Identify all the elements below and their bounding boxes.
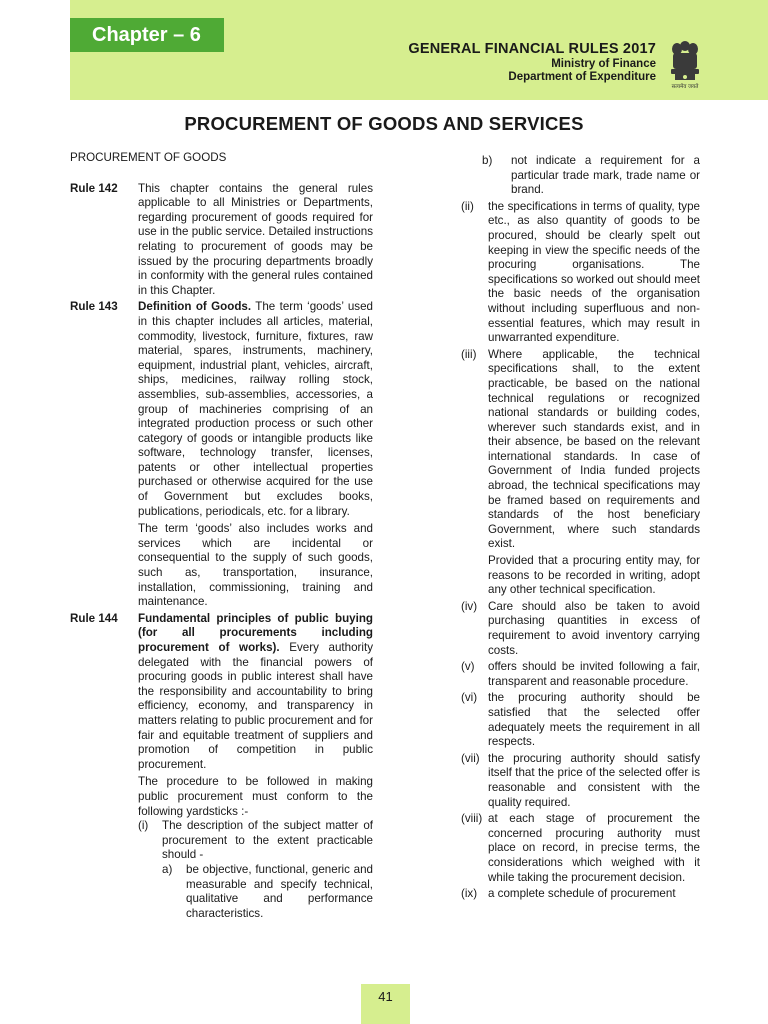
rule-body: This chapter contains the general rules applicable to all Ministries or Departments, regarding procurement of goods required for use in the public service. Detailed instructions relating to procurement of goods may be issued by the procuring departments broadly in conformity with the general rules contained in this Chapter.	[138, 181, 373, 297]
book-title: GENERAL FINANCIAL RULES 2017	[408, 41, 656, 57]
ministry-name: Ministry of Finance	[551, 58, 656, 70]
rule-paragraph: The term ‘goods’ also includes works and services which are incidental or consequential to the supply of such goods, such as, transportation, insurance, installation, commissioning, training and maintenance.	[138, 522, 373, 609]
list-item: (iii) Where applicable, the technical specifications shall, to the extent practicable, be based on the national technical regulations or recognized national standards or building codes, wherever such standards exist, and in their absence, be based on the relevant international standards. In case of Government of India funded projects abroad, the technical specifications may be framed based on requirements and standards of the host beneficiary Government, where such standards exist.	[461, 347, 700, 551]
section-heading: PROCUREMENT OF GOODS	[70, 151, 227, 164]
rule-heading: Fundamental principles of public buying (for all procurements including procurement of works).	[138, 611, 373, 654]
rule-paragraph: The procedure to be followed in making public procurement must conform to the following yardsticks :-	[138, 775, 373, 818]
rule-body: Definition of Goods. The term ‘goods’ used in this chapter includes all articles, material, commodity, livestock, furniture, fixtures, raw material, spares, instruments, machinery, equipment, industrial plant, vehicles, aircraft, ships, medicines, railway rolling stock, assemblies, sub-assemblies, accessories, a group of machineries comprising of an integrated production process or such other category of goods or intangible products like software, technology transfer, licenses, patents or other intellectual properties purchased or otherwise acquired for the use of Government but excludes books, publications, periodicals, etc. for a library. The term ‘goods’ also includes works and services which are incidental or consequential to the supply of such goods, such as, transportation, insurance, installation, commissioning, training and maintenance.	[138, 300, 373, 609]
list-item: (ix) a complete schedule of procurement	[461, 887, 676, 901]
rule-heading: Definition of Goods.	[138, 300, 252, 314]
rule-number: Rule 144	[70, 611, 118, 625]
list-item: (v) offers should be invited following a fair, transparent and reasonable procedure.	[461, 660, 700, 688]
right-column	[461, 154, 700, 904]
proviso-paragraph: Provided that a procuring entity may, for reasons to be recorded in writing, adopt any other technical specification.	[488, 554, 700, 597]
list-item: (i) The description of the subject matter of procurement to the extent practicable should -	[138, 819, 373, 862]
list-item: a) be objective, functional, generic and measurable and specify technical, qualitative and performance characteristics.	[162, 862, 373, 920]
left-column	[70, 151, 373, 923]
list-item: b) not indicate a requirement for a particular trade mark, trade name or brand.	[482, 154, 700, 197]
chapter-tab: Chapter – 6	[70, 18, 224, 52]
page-number: 41	[361, 984, 410, 1024]
list-item: (vi) the procuring authority should be satisfied that the selected offer adequately meets the requirement in all respects.	[461, 691, 700, 749]
rule-144	[70, 612, 373, 921]
rule-142	[70, 182, 373, 299]
rule-body: Fundamental principles of public buying (for all procurements including procurement of works). Every authority delegated with the financial powers of procuring goods in public interest shall have the responsibility and accountability to bring efficiency, economy, and transparency in matters relating to public procurement and for fair and equitable treatment of suppliers and promotion of competition in public procurement. The procedure to be followed in making public procurement must conform to the following yardsticks :- (i) The description of the subject matter of procurement to the extent practicable should - a) be objective, functional, generic and measurable and specify technical, qualitative and performance characteristics.	[138, 611, 374, 920]
page-title: PROCUREMENT OF GOODS AND SERVICES	[184, 113, 584, 134]
list-item: (vii) the procuring authority should satisfy itself that the price of the selected offer is reasonable and consistent with the quality required.	[461, 751, 700, 809]
emblem-caption: सत्यमेव जयते	[671, 84, 699, 90]
list-item: (ii) the specifications in terms of quality, type etc., as also quantity of goods to be procured, should be clearly spelt out keeping in view the specific needs of the procuring organisations. The specifications so worked out should meet the basic needs of the organisation without including superfluous and non-essential features, which may result in unwarranted expenditure.	[461, 199, 700, 345]
department-name: Department of Expenditure	[508, 70, 656, 83]
rule-number: Rule 143	[70, 300, 118, 314]
rule-143	[70, 300, 373, 609]
list-item: (iv) Care should also be taken to avoid purchasing quantities in excess of requirement to avoid inventory carrying costs.	[461, 599, 700, 657]
header-text	[408, 41, 656, 83]
rule-number: Rule 142	[70, 181, 118, 195]
list-item: (viii) at each stage of procurement the concerned procuring authority must place on record, in precise terms, the considerations which weighed with it while taking the procurement decision.	[461, 812, 700, 884]
